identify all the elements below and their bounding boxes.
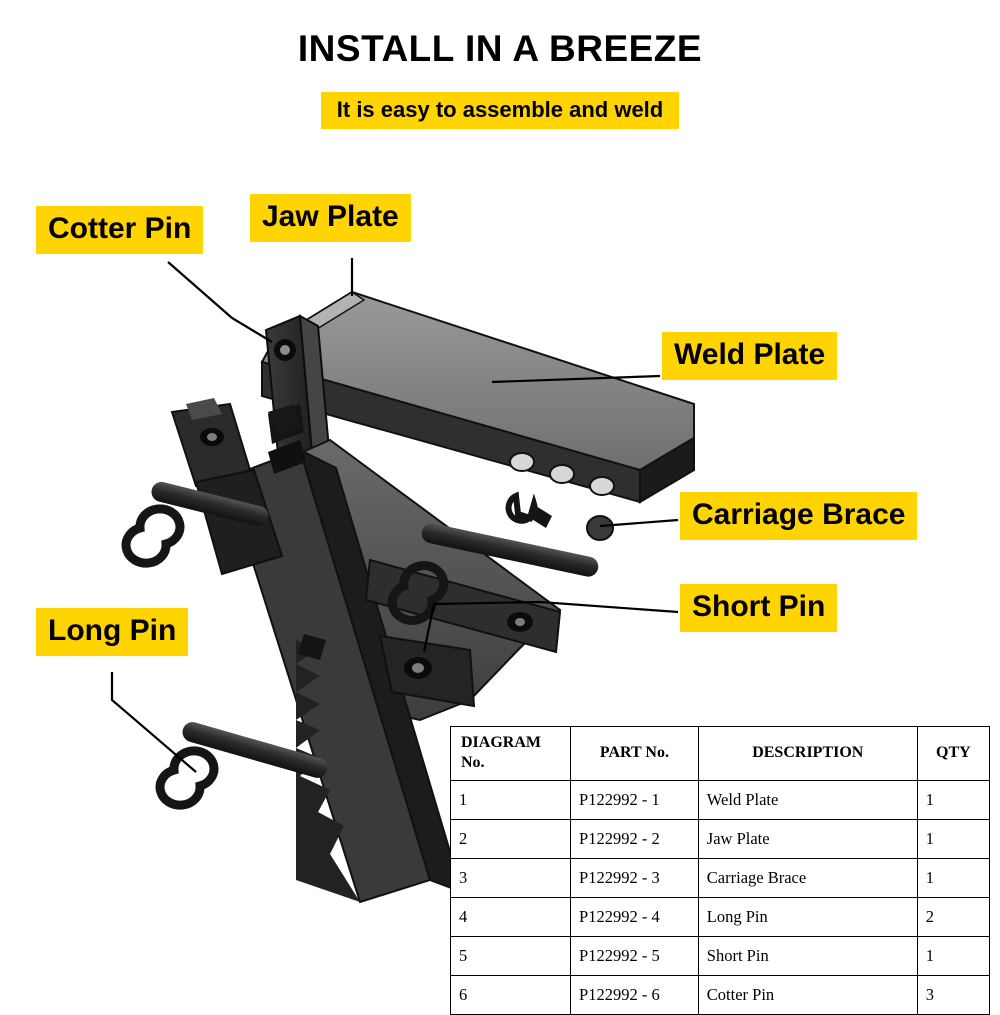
table-row xyxy=(451,976,990,1015)
cell-qty: 1 xyxy=(917,781,989,820)
cell-description: Weld Plate xyxy=(698,781,917,820)
header-diagram-no xyxy=(451,727,571,781)
cell-qty: 1 xyxy=(917,859,989,898)
cell-description: Short Pin xyxy=(698,937,917,976)
header-qty: QTY xyxy=(917,727,989,781)
cell-diagram-no: 2 xyxy=(451,820,571,859)
table-row xyxy=(451,781,990,820)
subtitle-wrapper xyxy=(0,92,1000,129)
callout-jaw-plate: Jaw Plate xyxy=(250,194,411,242)
table-header-row xyxy=(451,727,990,781)
header-diagram-line2: No. xyxy=(461,754,485,771)
cell-diagram-no: 5 xyxy=(451,937,571,976)
cell-diagram-no: 1 xyxy=(451,781,571,820)
cell-description: Long Pin xyxy=(698,898,917,937)
cell-part-no: P122992 - 1 xyxy=(571,781,699,820)
header-diagram-line1: DIAGRAM xyxy=(461,734,541,751)
callout-cotter-pin: Cotter Pin xyxy=(36,206,203,254)
parts-table-body xyxy=(451,781,990,1015)
cell-description: Cotter Pin xyxy=(698,976,917,1015)
parts-table xyxy=(450,726,990,1015)
page-subtitle: It is easy to assemble and weld xyxy=(321,92,679,129)
cell-qty: 2 xyxy=(917,898,989,937)
callout-long-pin: Long Pin xyxy=(36,608,188,656)
header-description: DESCRIPTION xyxy=(698,727,917,781)
cell-diagram-no: 3 xyxy=(451,859,571,898)
cell-qty: 1 xyxy=(917,937,989,976)
cell-diagram-no: 6 xyxy=(451,976,571,1015)
cell-qty: 3 xyxy=(917,976,989,1015)
page-title: INSTALL IN A BREEZE xyxy=(297,28,703,69)
cell-qty: 1 xyxy=(917,820,989,859)
cell-part-no: P122992 - 3 xyxy=(571,859,699,898)
callout-short-pin: Short Pin xyxy=(680,584,837,632)
cell-description: Jaw Plate xyxy=(698,820,917,859)
table-row xyxy=(451,898,990,937)
cell-part-no: P122992 - 4 xyxy=(571,898,699,937)
cell-diagram-no: 4 xyxy=(451,898,571,937)
callout-carriage-brace: Carriage Brace xyxy=(680,492,917,540)
cell-description: Carriage Brace xyxy=(698,859,917,898)
cell-part-no: P122992 - 5 xyxy=(571,937,699,976)
cell-part-no: P122992 - 6 xyxy=(571,976,699,1015)
cell-part-no: P122992 - 2 xyxy=(571,820,699,859)
table-row xyxy=(451,820,990,859)
header-part-no: PART No. xyxy=(571,727,699,781)
parts-table-header xyxy=(451,727,990,781)
table-row xyxy=(451,859,990,898)
table-row xyxy=(451,937,990,976)
callout-weld-plate: Weld Plate xyxy=(662,332,837,380)
